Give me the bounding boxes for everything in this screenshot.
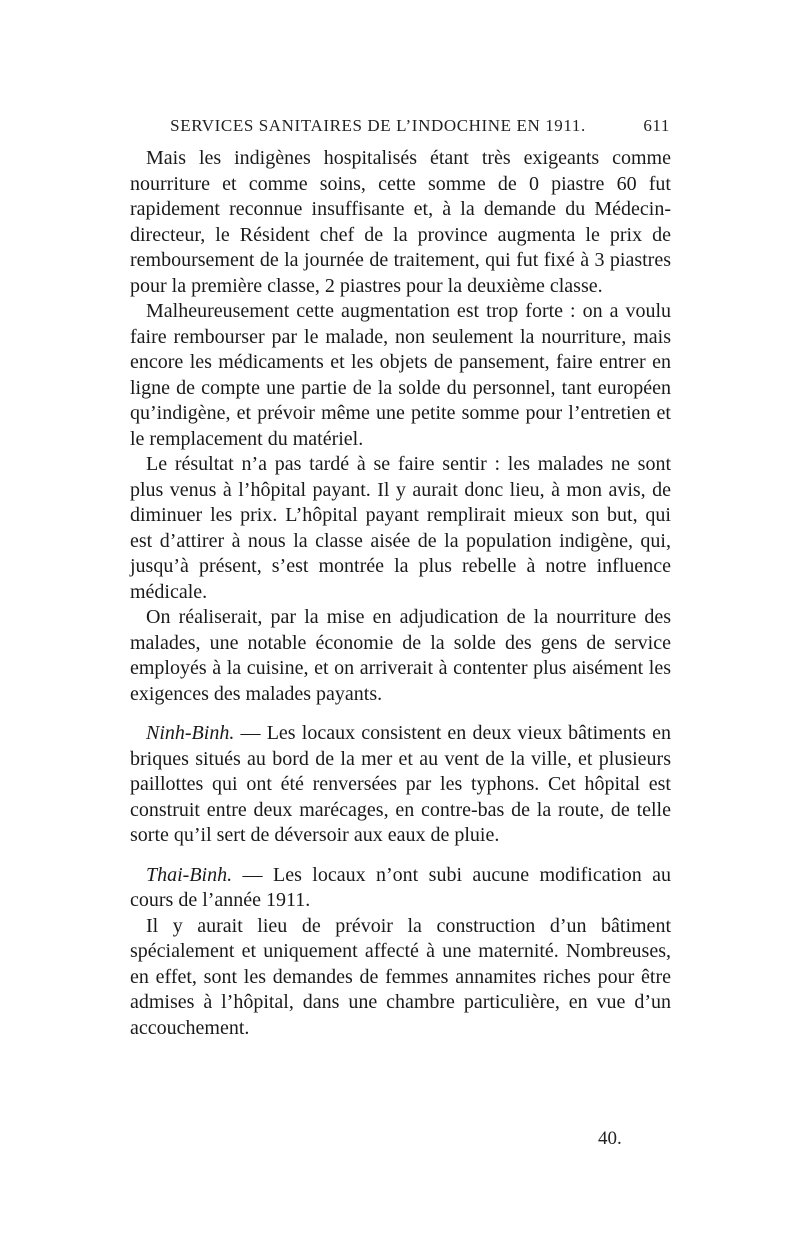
paragraph: Il y aurait lieu de prévoir la construction d’un bâtiment spécialement et uniquement affecté à une maternité. Nombreuses, en effet, sont les demandes de femmes annamites riches pour être admises à l’hôpital, dans une chambre particulière, en vue d’un accouchement.	[130, 914, 671, 1039]
section-title: Ninh-Binh.	[146, 722, 235, 744]
section-text: — Les locaux consistent en deux vieux bâtiments en briques situés au bord de la mer et au vent de la ville, et plusieurs paillottes qui ont été renversées par les typhons. Cet hôpital est construit entre deux marécages, en contre-bas de la route, de telle sorte qu’il sert de déversoir aux eaux de pluie.	[130, 722, 671, 846]
paragraph: Mais les indigènes hospitalisés étant très exigeants comme nourriture et comme soins, cette somme de 0 piastre 60 fut rapidement reconnue insuffisante et, à la demande du Médecin-directeur, le Résident chef de la province augmenta le prix de remboursement de la journée de traitement, qui fut fixé à 3 piastres pour la première classe, 2 piastres pour la deuxième classe.	[130, 147, 671, 297]
page-number: 611	[643, 116, 670, 135]
section-thai-binh	[130, 863, 671, 914]
section-title: Thai-Binh.	[146, 863, 233, 886]
running-header	[130, 116, 670, 136]
running-title: SERVICES SANITAIRES DE L’INDOCHINE EN 1911.	[170, 116, 586, 135]
page-body	[130, 146, 671, 1041]
signature-mark: 40.	[598, 1128, 622, 1149]
paragraph: Le résultat n’a pas tardé à se faire sentir : les malades ne sont plus venus à l’hôpital payant. Il y aurait donc lieu, à mon avis, de diminuer les prix. L’hôpital payant remplirait mieux son but, qui est d’attirer à nous la classe aisée de la population indigène, qui, jusqu’à présent, s’est montrée la plus rebelle à notre influence médicale.	[130, 453, 671, 603]
section-text: — Les locaux n’ont subi aucune modification au cours de l’année 1911.	[130, 863, 671, 911]
paragraph: On réaliserait, par la mise en adjudication de la nourriture des malades, une notable économie de la solde des gens de service employés à la cuisine, et on arriverait à contenter plus aisément les exigences des malades payants.	[130, 606, 671, 705]
paragraph: Malheureusement cette augmentation est trop forte : on a voulu faire rembourser par le malade, non seulement la nourriture, mais encore les médicaments et les objets de pansement, faire entrer en ligne de compte une partie de la solde du personnel, tant européen qu’indigène, et prévoir même une petite somme pour l’entretien et le remplacement du matériel.	[130, 300, 671, 450]
section-ninh-binh	[130, 721, 671, 849]
